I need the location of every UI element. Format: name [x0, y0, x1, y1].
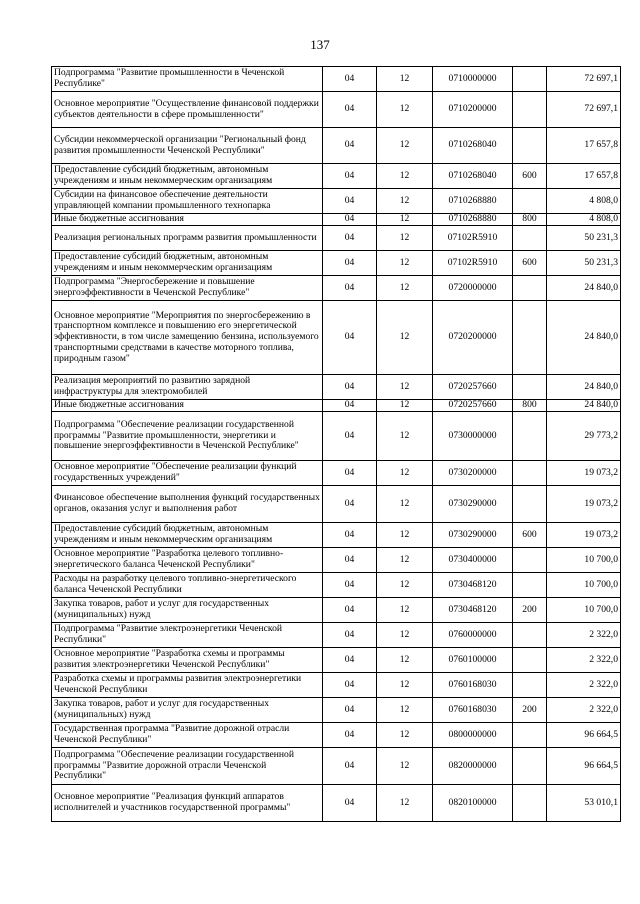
row-razdel: 04 [323, 785, 377, 822]
table-row [52, 461, 621, 486]
row-podrazdel: 12 [377, 486, 433, 523]
row-name: Подпрограмма "Развитие промышленности в Чеченской Республике" [52, 67, 323, 92]
row-expense-type [513, 748, 547, 785]
row-name: Субсидии некоммерческой организации "Региональный фонд развития промышленности Чеченской Республики" [52, 128, 323, 164]
row-podrazdel: 12 [377, 400, 433, 412]
row-razdel: 04 [323, 92, 377, 128]
row-expense-type [513, 375, 547, 400]
page-number: 137 [310, 37, 330, 52]
row-expense-type [513, 723, 547, 748]
row-target-code: 07102R5910 [433, 226, 513, 251]
row-name: Субсидии на финансовое обеспечение деятельности управляющей компании промышленного технопарка [52, 189, 323, 214]
row-target-code: 0820100000 [433, 785, 513, 822]
row-target-code: 0730468120 [433, 598, 513, 623]
row-target-code: 0720000000 [433, 276, 513, 301]
row-name: Финансовое обеспечение выполнения функций государственных органов, оказания услуг и выполнения работ [52, 486, 323, 523]
table-row [52, 548, 621, 573]
row-name: Подпрограмма "Развитие электроэнергетики Чеченской Республики" [52, 623, 323, 648]
row-podrazdel: 12 [377, 573, 433, 598]
row-target-code: 0730000000 [433, 412, 513, 461]
row-podrazdel: 12 [377, 748, 433, 785]
table-row [52, 67, 621, 92]
row-podrazdel: 12 [377, 548, 433, 573]
row-name: Подпрограмма "Обеспечение реализации государственной программы "Развитие дорожной отрасли Чеченской Республики" [52, 748, 323, 785]
row-target-code: 0710268040 [433, 164, 513, 189]
row-expense-type [513, 301, 547, 375]
row-name: Основное мероприятие "Осуществление финансовой поддержки субъектов деятельности в сфере промышленности" [52, 92, 323, 128]
row-razdel: 04 [323, 548, 377, 573]
row-target-code: 0720257660 [433, 375, 513, 400]
table-row [52, 673, 621, 698]
row-name: Реализация мероприятий по развитию зарядной инфраструктуры для электромобилей [52, 375, 323, 400]
row-expense-type [513, 461, 547, 486]
row-target-code: 0760000000 [433, 623, 513, 648]
row-amount: 96 664,5 [547, 723, 621, 748]
table-row [52, 723, 621, 748]
row-target-code: 0720200000 [433, 301, 513, 375]
row-razdel: 04 [323, 276, 377, 301]
row-razdel: 04 [323, 598, 377, 623]
row-amount: 50 231,3 [547, 226, 621, 251]
table-row [52, 698, 621, 723]
row-amount: 50 231,3 [547, 251, 621, 276]
row-name: Предоставление субсидий бюджетным, автономным учреждениям и иным некоммерческим организациям [52, 164, 323, 189]
row-razdel: 04 [323, 623, 377, 648]
row-target-code: 07102R5910 [433, 251, 513, 276]
row-name: Расходы на разработку целевого топливно-энергетического баланса Чеченской Республики [52, 573, 323, 598]
row-podrazdel: 12 [377, 189, 433, 214]
row-target-code: 0730468120 [433, 573, 513, 598]
row-target-code: 0710000000 [433, 67, 513, 92]
table-row [52, 375, 621, 400]
row-amount: 17 657,8 [547, 164, 621, 189]
row-expense-type: 200 [513, 698, 547, 723]
row-expense-type: 600 [513, 164, 547, 189]
row-target-code: 0730400000 [433, 548, 513, 573]
row-amount: 2 322,0 [547, 623, 621, 648]
row-name: Иные бюджетные ассигнования [52, 214, 323, 226]
row-expense-type: 600 [513, 251, 547, 276]
table-row [52, 301, 621, 375]
row-podrazdel: 12 [377, 698, 433, 723]
row-target-code: 0710268880 [433, 189, 513, 214]
row-expense-type: 200 [513, 598, 547, 623]
table-row [52, 400, 621, 412]
row-name: Основное мероприятие "Мероприятия по энергосбережению в транспортном комплексе и повышению его энергетической эффективности, в том числе замещению бензина, используемого транспортными средствами в качестве моторного топлива, природным газом" [52, 301, 323, 375]
row-name: Иные бюджетные ассигнования [52, 400, 323, 412]
row-razdel: 04 [323, 67, 377, 92]
row-podrazdel: 12 [377, 623, 433, 648]
row-podrazdel: 12 [377, 164, 433, 189]
row-name: Государственная программа "Развитие дорожной отрасли Чеченской Республики" [52, 723, 323, 748]
row-name: Предоставление субсидий бюджетным, автономным учреждениям и иным некоммерческим организациям [52, 523, 323, 548]
table-row [52, 226, 621, 251]
row-expense-type [513, 276, 547, 301]
table-row [52, 189, 621, 214]
row-amount: 2 322,0 [547, 648, 621, 673]
row-razdel: 04 [323, 573, 377, 598]
row-expense-type: 800 [513, 214, 547, 226]
row-name: Подпрограмма "Энергосбережение и повышение энергоэффективности в Чеченской Республике" [52, 276, 323, 301]
row-amount: 24 840,0 [547, 400, 621, 412]
row-name: Закупка товаров, работ и услуг для государственных (муниципальных) нужд [52, 698, 323, 723]
row-expense-type [513, 486, 547, 523]
row-razdel: 04 [323, 673, 377, 698]
table-row [52, 164, 621, 189]
row-podrazdel: 12 [377, 673, 433, 698]
row-amount: 19 073,2 [547, 461, 621, 486]
row-razdel: 04 [323, 723, 377, 748]
row-razdel: 04 [323, 412, 377, 461]
row-podrazdel: 12 [377, 598, 433, 623]
table-row [52, 748, 621, 785]
row-expense-type [513, 128, 547, 164]
table-row [52, 128, 621, 164]
row-razdel: 04 [323, 486, 377, 523]
row-razdel: 04 [323, 375, 377, 400]
row-podrazdel: 12 [377, 523, 433, 548]
row-target-code: 0820000000 [433, 748, 513, 785]
row-name: Подпрограмма "Обеспечение реализации государственной программы "Развитие промышленности, энергетики и повышение энергоэффективности в Чеченской Республике" [52, 412, 323, 461]
row-razdel: 04 [323, 301, 377, 375]
row-expense-type [513, 92, 547, 128]
row-target-code: 0710268040 [433, 128, 513, 164]
row-podrazdel: 12 [377, 648, 433, 673]
row-amount: 2 322,0 [547, 673, 621, 698]
row-amount: 10 700,0 [547, 598, 621, 623]
row-podrazdel: 12 [377, 461, 433, 486]
row-razdel: 04 [323, 648, 377, 673]
row-amount: 19 073,2 [547, 486, 621, 523]
row-amount: 10 700,0 [547, 548, 621, 573]
row-amount: 4 808,0 [547, 189, 621, 214]
table-row [52, 251, 621, 276]
table-row [52, 785, 621, 822]
row-amount: 72 697,1 [547, 92, 621, 128]
row-expense-type [513, 673, 547, 698]
row-expense-type [513, 548, 547, 573]
row-podrazdel: 12 [377, 226, 433, 251]
row-amount: 29 773,2 [547, 412, 621, 461]
row-amount: 96 664,5 [547, 748, 621, 785]
row-podrazdel: 12 [377, 214, 433, 226]
table-row [52, 598, 621, 623]
row-podrazdel: 12 [377, 276, 433, 301]
row-amount: 24 840,0 [547, 301, 621, 375]
table-row [52, 623, 621, 648]
row-expense-type [513, 573, 547, 598]
row-target-code: 0730290000 [433, 523, 513, 548]
row-target-code: 0760168030 [433, 673, 513, 698]
row-target-code: 0720257660 [433, 400, 513, 412]
row-razdel: 04 [323, 461, 377, 486]
row-expense-type [513, 648, 547, 673]
row-name: Реализация региональных программ развития промышленности [52, 226, 323, 251]
row-podrazdel: 12 [377, 92, 433, 128]
row-name: Основное мероприятие "Обеспечение реализации функций государственных учреждений" [52, 461, 323, 486]
row-name: Основное мероприятие "Разработка схемы и программы развития электроэнергетики Чеченской Республики" [52, 648, 323, 673]
row-amount: 53 010,1 [547, 785, 621, 822]
row-razdel: 04 [323, 189, 377, 214]
row-podrazdel: 12 [377, 412, 433, 461]
table-row [52, 214, 621, 226]
row-podrazdel: 12 [377, 785, 433, 822]
row-target-code: 0800000000 [433, 723, 513, 748]
row-expense-type: 600 [513, 523, 547, 548]
table-row [52, 523, 621, 548]
row-name: Основное мероприятие "Разработка целевого топливно-энергетического баланса Чеченской Республики" [52, 548, 323, 573]
row-expense-type: 800 [513, 400, 547, 412]
table-row [52, 486, 621, 523]
table-row [52, 412, 621, 461]
table-row [52, 92, 621, 128]
row-razdel: 04 [323, 226, 377, 251]
table-row [52, 276, 621, 301]
row-razdel: 04 [323, 164, 377, 189]
row-target-code: 0730290000 [433, 486, 513, 523]
row-name: Основное мероприятие "Реализация функций аппаратов исполнителей и участников государственной программы" [52, 785, 323, 822]
row-podrazdel: 12 [377, 375, 433, 400]
row-razdel: 04 [323, 128, 377, 164]
row-amount: 2 322,0 [547, 698, 621, 723]
row-name: Закупка товаров, работ и услуг для государственных (муниципальных) нужд [52, 598, 323, 623]
table-row [52, 573, 621, 598]
row-expense-type [513, 67, 547, 92]
row-razdel: 04 [323, 523, 377, 548]
row-target-code: 0710268880 [433, 214, 513, 226]
row-name: Предоставление субсидий бюджетным, автономным учреждениям и иным некоммерческим организациям [52, 251, 323, 276]
row-target-code: 0710200000 [433, 92, 513, 128]
row-razdel: 04 [323, 748, 377, 785]
row-amount: 24 840,0 [547, 276, 621, 301]
row-amount: 72 697,1 [547, 67, 621, 92]
budget-table [51, 66, 621, 822]
row-razdel: 04 [323, 214, 377, 226]
row-expense-type [513, 412, 547, 461]
row-podrazdel: 12 [377, 67, 433, 92]
table-row [52, 648, 621, 673]
row-podrazdel: 12 [377, 251, 433, 276]
row-razdel: 04 [323, 251, 377, 276]
row-target-code: 0760100000 [433, 648, 513, 673]
row-target-code: 0760168030 [433, 698, 513, 723]
row-expense-type [513, 785, 547, 822]
row-razdel: 04 [323, 400, 377, 412]
row-expense-type [513, 623, 547, 648]
row-expense-type [513, 189, 547, 214]
row-target-code: 0730200000 [433, 461, 513, 486]
row-amount: 4 808,0 [547, 214, 621, 226]
row-expense-type [513, 226, 547, 251]
row-amount: 17 657,8 [547, 128, 621, 164]
row-podrazdel: 12 [377, 128, 433, 164]
row-podrazdel: 12 [377, 723, 433, 748]
row-amount: 24 840,0 [547, 375, 621, 400]
row-name: Разработка схемы и программы развития электроэнергетики Чеченской Республики [52, 673, 323, 698]
row-razdel: 04 [323, 698, 377, 723]
row-amount: 19 073,2 [547, 523, 621, 548]
row-amount: 10 700,0 [547, 573, 621, 598]
row-podrazdel: 12 [377, 301, 433, 375]
budget-table-body [52, 67, 621, 822]
